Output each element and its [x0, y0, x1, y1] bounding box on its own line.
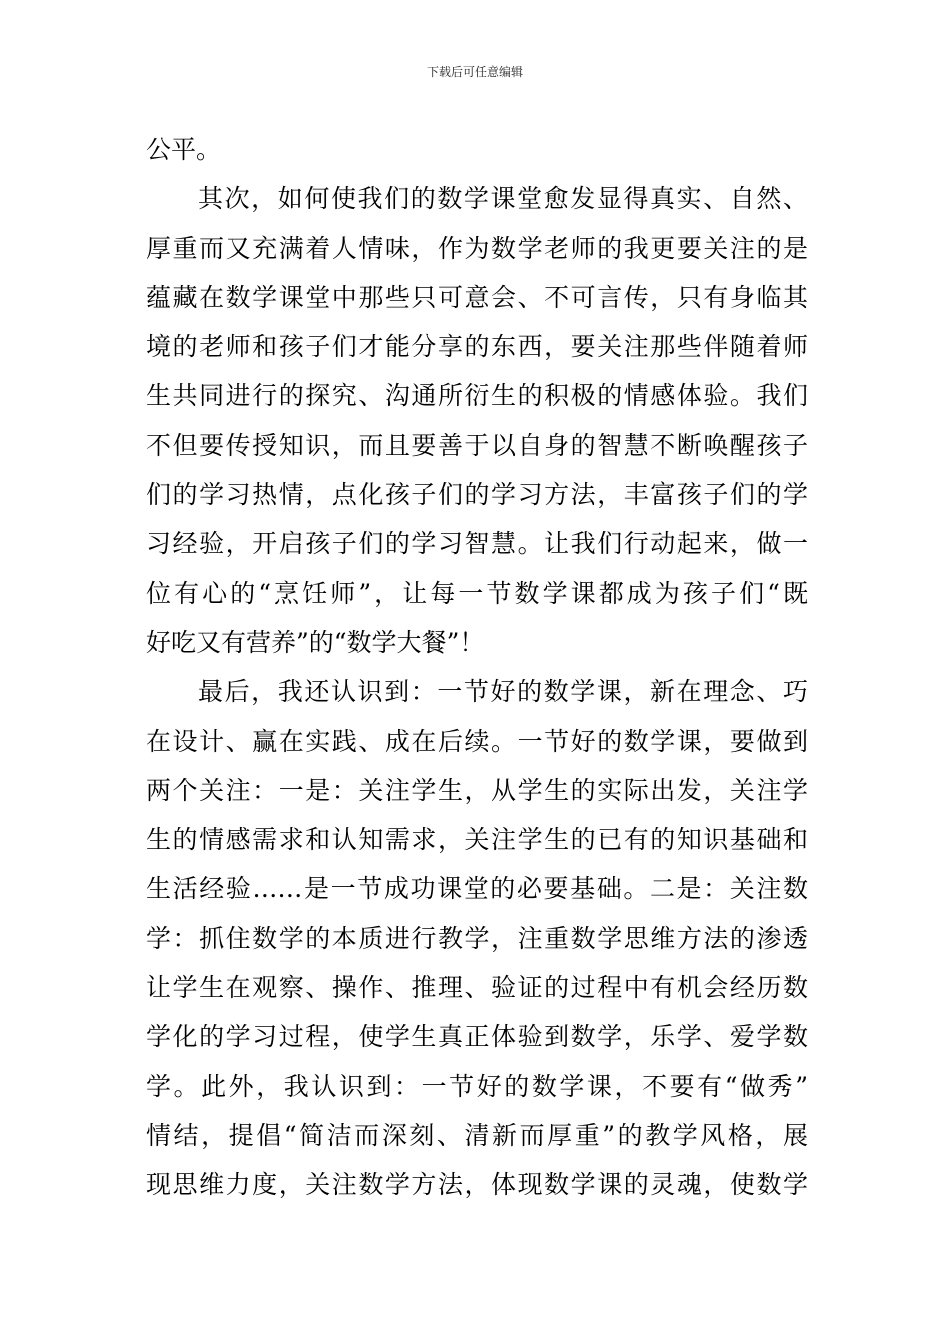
text-line: 现思维力度，关注数学方法，体现数学课的灵魂，使数学 [146, 1170, 808, 1200]
page-header: 下载后可任意编辑 [426, 65, 523, 79]
text-line: 蕴藏在数学课堂中那些只可意会、不可言传，只有身临其 [146, 282, 808, 312]
text-line: 厚重而又充满着人情味，作为数学老师的我更要关注的是 [146, 233, 808, 263]
text-line: 其次，如何使我们的数学课堂愈发显得真实、自然、 [198, 184, 808, 214]
text-line: 让学生在观察、操作、推理、验证的过程中有机会经历数 [146, 973, 808, 1003]
text-line: 两个关注：一是：关注学生，从学生的实际出发，关注学 [146, 775, 808, 805]
text-line: 情结，提倡“简洁而深刻、清新而厚重”的教学风格，展 [146, 1120, 808, 1150]
text-line: 在设计、赢在实践、成在后续。一节好的数学课，要做到 [146, 726, 808, 756]
text-line: 们的学习热情，点化孩子们的学习方法，丰富孩子们的学 [146, 480, 808, 510]
text-line: 好吃又有营养”的“数学大餐”！ [146, 627, 485, 657]
text-line: 习经验，开启孩子们的学习智慧。让我们行动起来，做一 [146, 529, 808, 559]
text-line: 生共同进行的探究、沟通所衍生的积极的情感体验。我们 [146, 381, 808, 411]
text-line: 生活经验……是一节成功课堂的必要基础。二是：关注数 [146, 874, 808, 904]
text-line: 公平。 [146, 135, 222, 164]
text-line: 境的老师和孩子们才能分享的东西，要关注那些伴随着师 [146, 332, 808, 362]
text-line: 学：抓住数学的本质进行教学，注重数学思维方法的渗透 [146, 923, 808, 953]
text-line: 最后，我还认识到：一节好的数学课，新在理念、巧 [198, 677, 808, 707]
text-line: 学化的学习过程，使学生真正体验到数学，乐学、爱学数 [146, 1022, 808, 1052]
text-line: 学。此外，我认识到：一节好的数学课，不要有“做秀” [146, 1071, 808, 1101]
text-line: 位有心的“烹饪师”，让每一节数学课都成为孩子们“既 [146, 578, 808, 608]
text-line: 不但要传授知识，而且要善于以自身的智慧不断唤醒孩子 [146, 430, 808, 460]
text-line: 生的情感需求和认知需求，关注学生的已有的知识基础和 [146, 825, 808, 855]
body-text [146, 125, 808, 1210]
